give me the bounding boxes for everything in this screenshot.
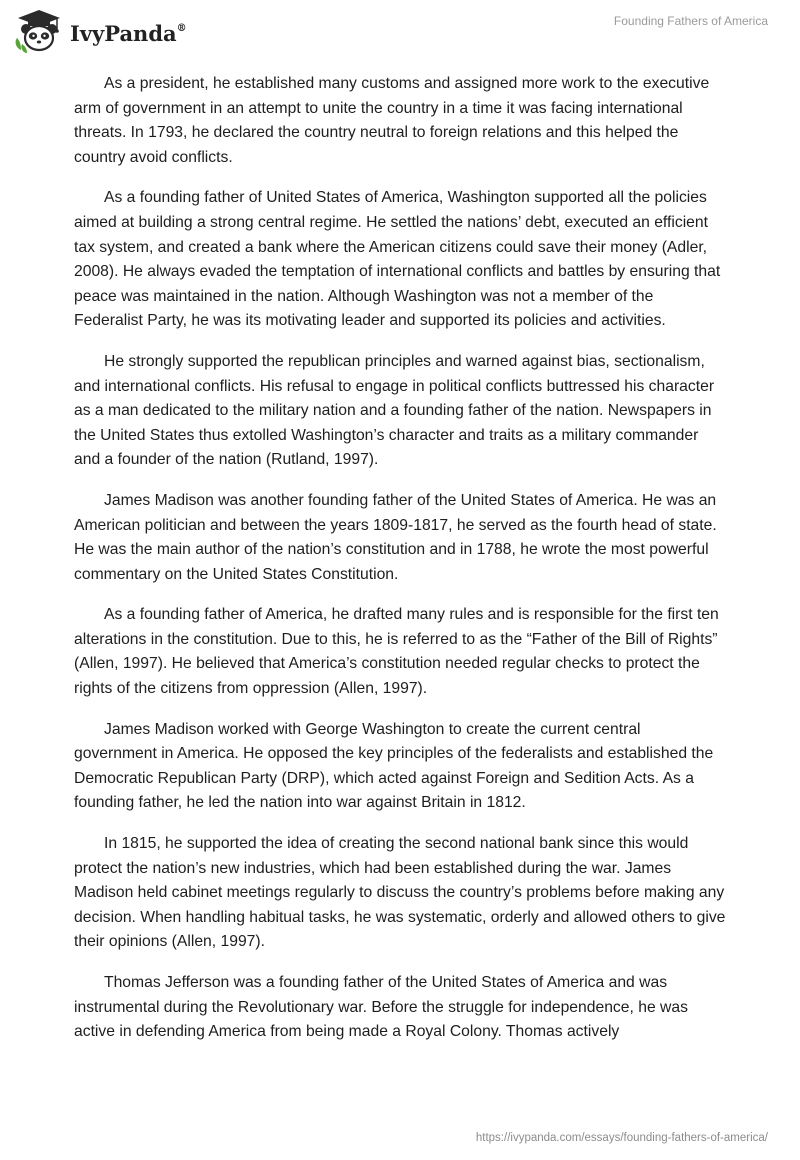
brand-name: IvyPanda®	[70, 20, 187, 46]
paragraph: As a president, he established many customs and assigned more work to the executive arm of government in an attempt to unite the country in a time it was facing international threats. In 1793, he declared the country neutral to foreign relations and this helped the country avoid conflicts.	[74, 75, 710, 166]
essay-body	[74, 72, 726, 1061]
paragraph: James Madison worked with George Washington to create the current central government in America. He opposed the key principles of the federalists and established the Democratic Republican Party (DRP), which acted against Foreign and Sedition Acts. As a founding father, he led the nation into war against Britain in 1812.	[74, 720, 714, 812]
paragraph: As a founding father of United States of America, Washington supported all the policies aimed at building a strong central regime. He settled the nations’ debt, executed an efficient tax system, and created a bank where the American citizens could save their money (Adler, 2008). He always evaded the temptation of international conflicts and battles by ensuring that peace was maintained in the nation. Although Washington was not a member of the Federalist Party, he was its motivating leader and supported its policies and activities.	[74, 189, 721, 330]
paragraph: James Madison was another founding father of the United States of America. He was an American politician and between the years 1809-1817, he served as the fourth head of state. He was the main author of the nation’s constitution and in 1788, he wrote the most powerful commentary on the United States Constitution.	[74, 491, 717, 583]
paragraph: He strongly supported the republican principles and warned against bias, sectionalism, and international conflicts. His refusal to engage in political conflicts buttressed his character as a man dedicated to the military nation and a founding father of the nation. Newspapers in the United States thus extolled Washington’s character and traits as a military commander and a founder of the nation (Rutland, 1997).	[74, 352, 715, 469]
document-title: Founding Fathers of America	[613, 14, 768, 28]
paragraph: In 1815, he supported the idea of creating the second national bank since this would protect the nation’s new industries, which had been established during the war. James Madison held cabinet meetings regularly to discuss the country’s problems before making any decision. When handling habitual tasks, he was systematic, orderly and allowed others to give their opinions (Allen, 1997).	[74, 835, 726, 951]
page-header	[0, 0, 800, 60]
panda-graduate-icon	[14, 8, 64, 54]
paragraph: As a founding father of America, he drafted many rules and is responsible for the first ten alterations in the constitution. Due to this, he is referred to as the “Father of the Bill of Rights” (Allen, 1997). He believed that America’s constitution needed regular checks to protect the rights of the citizens from oppression (Allen, 1997).	[74, 606, 719, 698]
registered-mark: ®	[176, 22, 187, 34]
paragraph: Thomas Jefferson was a founding father of the United States of America and was instrumental during the Revolutionary war. Before the struggle for independence, he was active in defending America from being made a Royal Colony. Thomas actively	[74, 974, 688, 1041]
ivypanda-logo[interactable]	[14, 8, 187, 54]
source-url[interactable]: https://ivypanda.com/essays/founding-fathers-of-america/	[475, 1132, 768, 1144]
